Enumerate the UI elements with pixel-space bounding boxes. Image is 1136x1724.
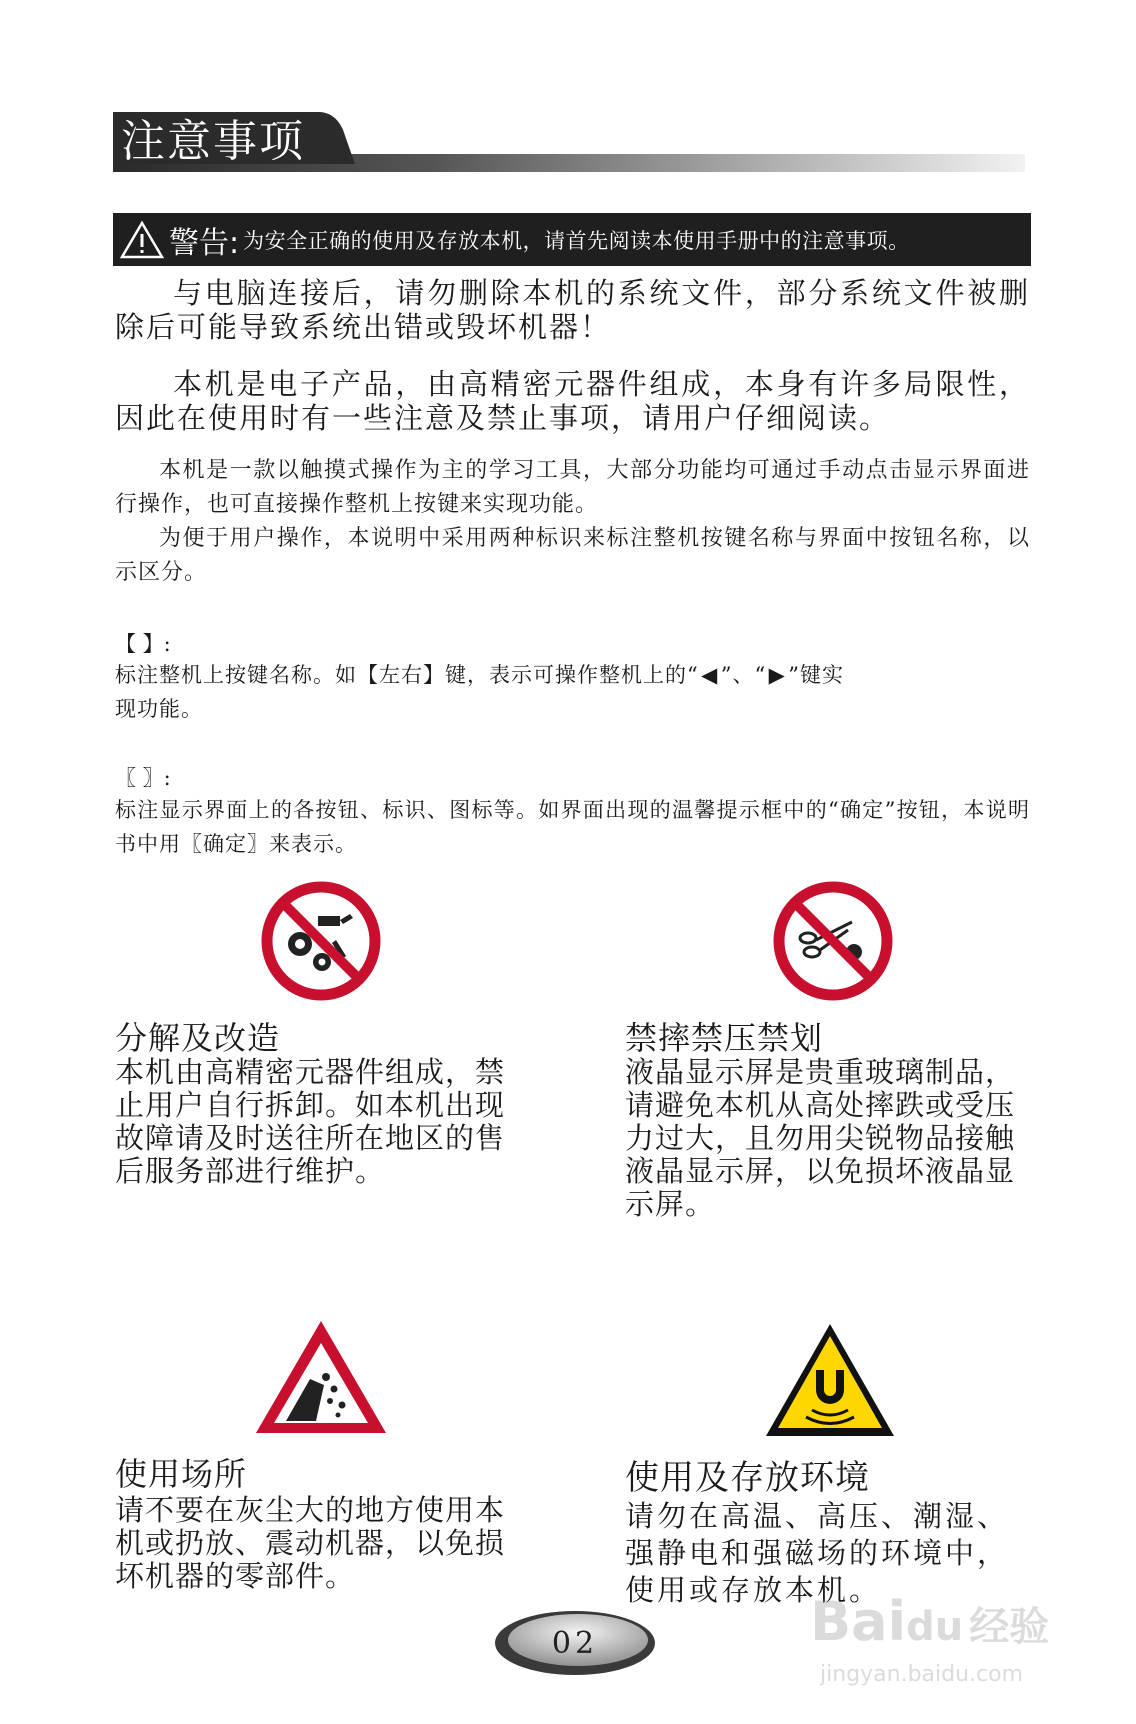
item-title-disassembly: 分解及改造 [115, 1019, 281, 1057]
item-body-no-press: 液晶显示屏是贵重玻璃制品，请避免本机从高处摔跌或受压力过大，且勿用尖锐物品接触液晶显示屏，以免损坏液晶显示屏。 [625, 1055, 1016, 1221]
bracket-keys-text-b: ”、“ [720, 663, 767, 687]
warning-triangle-icon [119, 220, 165, 260]
left-arrow-icon: ◀ [701, 663, 719, 687]
warning-label: 警告: [169, 225, 240, 261]
bracket-keys-text-c: ”键实 [788, 663, 844, 687]
no-sharp-objects-icon [772, 880, 894, 1002]
right-arrow-icon: ▶ [768, 663, 786, 687]
bracket-keys-text-line2: 现功能。 [115, 697, 203, 721]
item-title-location: 使用场所 [115, 1455, 248, 1493]
section-title-bar [113, 112, 1025, 172]
warning-banner [113, 213, 1031, 266]
bracket-symbol-keys: 【 】: [115, 632, 171, 656]
item-title-no-press: 禁摔禁压禁划 [625, 1019, 824, 1057]
watermark-cn: 经验 [969, 1604, 1050, 1650]
bracket-ui-description: 标注显示界面上的各按钮、标识、图标等。如界面出现的温馨提示框中的“确定”按钮，本说明书中用〖确定〗来表示。 [115, 798, 1030, 856]
item-body-location: 请不要在灰尘大的地方使用本机或扔放、震动机器，以免损坏机器的零部件。 [115, 1493, 506, 1593]
item-body-disassembly: 本机由高精密元器件组成，禁止用户自行拆卸。如本机出现故障请及时送往所在地区的售后服务部进行维护。 [115, 1055, 506, 1188]
item-body-environment: 请勿在高温、高压、潮湿、强静电和强磁场的环境中，使用或存放本机。 [625, 1499, 1010, 1607]
magnetic-field-warning-icon [760, 1318, 900, 1442]
paragraph-two-markers: 为便于用户操作，本说明中采用两种标识来标注整机按键名称与界面中按钮名称，以示区分。 [115, 526, 1030, 585]
watermark-brand: Bai [810, 1590, 907, 1653]
warning-text: 为安全正确的使用及存放本机，请首先阅读本使用手册中的注意事项。 [243, 228, 910, 253]
paragraph-system-files: 与电脑连接后，请勿删除本机的系统文件，部分系统文件被删除后可能导致系统出错或毁坏机器！ [115, 276, 1030, 344]
paragraph-electronic-product: 本机是电子产品，由高精密元器件组成，本身有许多局限性，因此在使用时有一些注意及禁止事项，请用户仔细阅读。 [115, 367, 1030, 435]
bracket-keys-description [115, 658, 1030, 726]
page-number-badge [492, 1608, 658, 1678]
no-disassembly-icon [260, 880, 382, 1002]
bracket-symbol-ui: 〖 〗: [115, 766, 171, 790]
baidu-watermark [800, 1590, 1100, 1700]
watermark-brand-du: du [906, 1604, 964, 1650]
page-title: 注意事项 [121, 116, 305, 167]
bracket-keys-text-a: 标注整机上按键名称。如【左右】键，表示可操作整机上的“ [115, 663, 699, 687]
page-number: 02 [551, 1625, 599, 1661]
watermark-url: jingyan.baidu.com [820, 1662, 1024, 1687]
paragraph-touch-operation: 本机是一款以触摸式操作为主的学习工具，大部分功能均可通过手动点击显示界面进行操作，也可直接操作整机上按键来实现功能。 [115, 458, 1030, 517]
falling-rocks-warning-icon [250, 1315, 392, 1440]
item-title-environment: 使用及存放环境 [625, 1458, 870, 1498]
